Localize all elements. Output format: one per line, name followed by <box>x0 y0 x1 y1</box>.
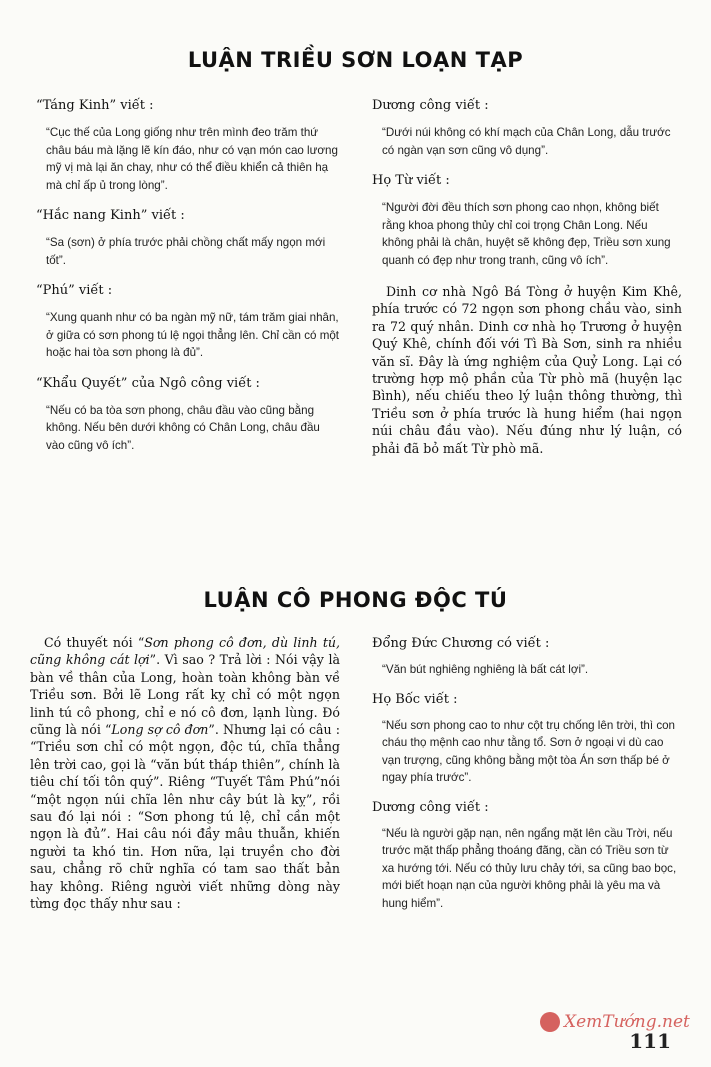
text-run: ”. Vì sao ? Trả lời : Nói vậy là bàn về thân của Long, hoàn toàn không bàn về Triều sơn. Bởi lẽ Long rất kỵ chỉ có một ngọn linh tú cô phong, chỉ e nó cô đơn, lạnh lùng. Đó cũng là nói “ <box>30 652 340 738</box>
text-run: ”. Nhưng lại có câu : “Triều sơn chỉ có một ngọn, độc tú, chĩa thẳng lên trời cao, gọi là “văn bút tháp thiên”, chính là tiêu chí tối tôn quý”. Riêng “Tuyết Tâm Phú”nói “một ngọn núi chĩa lên như cây bút là kỵ”, rồi sau đó lại nói : “Sơn phong tú lệ, chỉ cần một ngọn là đủ”. Hai câu nói đầy mâu thuẫn, khiến người ta khó tin. Hơn nữa, lại truyền cho đời sau, chẳng rõ chữ nghĩa có tam sao thất bản hay không. Riêng người viết những dòng này từng đọc thấy như sau : <box>30 722 340 912</box>
label-tang-kinh: “Táng Kinh” viết : <box>36 98 154 113</box>
section2-title: LUẬN CÔ PHONG ĐỘC TÚ <box>203 588 508 612</box>
quote-dong-duc-chuong: “Văn bút nghiêng nghiêng là bất cát lợi”. <box>382 663 589 676</box>
quote-phu: “Xung quanh như có ba ngàn mỹ nữ, tám trăm giai nhân, ở giữa có sơn phong tú lệ ngọi thẳng lên. Chỉ cần có một hoặc hai tòa sơn phong là đủ”. <box>46 311 340 359</box>
quote-tang-kinh: “Cục thế của Long giống như trên mình đeo trăm thứ châu báu mà lặng lẽ kín đáo, như có vạn món cao lương mỹ vị mà lại ăn chay, như có thể điều khiển cả thiên hạ mà chỉ ấp ủ trong lòng”. <box>46 126 338 192</box>
quote-hac-nang-kinh: “Sa (sơn) ở phía trước phải chồng chất mấy ngọn mới tốt”. <box>46 236 326 267</box>
watermark-text: XemTướng.net <box>564 1012 690 1032</box>
label-duong-cong: Dương công viết : <box>372 98 489 113</box>
quote-khau-quyet: “Nếu có ba tòa sơn phong, châu đầu vào cũng bằng không. Nếu bên dưới không có Chân Long, châu đầu vào cũng vô ích”. <box>46 403 320 452</box>
quote-duong-cong-2: “Nếu là người gặp nạn, nên ngẩng mặt lên cầu Trời, nếu trước mặt thấp phẳng thoáng đãng, cần có Triều sơn từ xa hướng tới. Nếu có thủy lưu chảy tới, sa cũng bao bọc, mới biết hoạn nạn của người không phải là yêu ma và hung hiểm”. <box>382 826 677 910</box>
text-run-italic: Long sợ cô đơn <box>111 722 209 738</box>
label-phu: “Phú” viết : <box>36 283 113 298</box>
section1-left-column <box>36 98 340 454</box>
page-number: 111 <box>629 1029 671 1053</box>
text-run: Có thuyết nói “ <box>44 635 145 650</box>
quote-ho-boc: “Nếu sơn phong cao to như cột trụ chống lên trời, thì con cháu thọ mệnh cao như tằng tổ. Sơn ở ngoại vi dù cao vạn trượng, cũng không bằng một tòa Án sơn thấp bé ở ngay phía trước”. <box>382 718 676 784</box>
paragraph-ngo-ba-tong: Dinh cơ nhà Ngô Bá Tòng ở huyện Kim Khê, phía trước có 72 ngọn sơn phong chầu vào, sinh ra 72 quý nhân. Dinh cơ nhà họ Trương ở huyện Quý Khê, chính đối với Tì Bà Sơn, sinh ra nhiều văn sĩ. Đây là ứng nghiệm của Quỷ Long. Lại có trường hợp mộ phần của Từ phò mã (huyện lạc Bình), nếu chiếu theo lý luận thông thường, thì Triều sơn ở phía trước là hung hiểm (hai ngọn núi châu đầu vào). Nếu đúng như lý luận, có phải đã bỏ mất Từ phò mã. <box>372 284 682 456</box>
quote-ho-tu: “Người đời đều thích sơn phong cao nhọn, không biết rằng khoa phong thủy chỉ coi trọng Chân Long. Nếu không phải là chân, huyệt sẽ không đẹp, Triều sơn xung quanh có đẹp như trong tranh, cũng vô ích”. <box>382 201 671 267</box>
label-dong-duc-chuong: Đổng Đức Chương có viết : <box>372 636 550 651</box>
section2-left-column <box>30 634 340 913</box>
label-khau-quyet: “Khẩu Quyết” của Ngô công viết : <box>36 375 260 391</box>
text-run-italic: Sơn phong cô đơn, dù linh tú, cũng không cát lợi <box>30 635 340 668</box>
label-duong-cong-2: Dương công viết : <box>372 799 489 815</box>
section2-right-column <box>372 636 682 912</box>
label-ho-boc: Họ Bốc viết : <box>372 691 458 707</box>
yin-yang-icon <box>540 1012 560 1032</box>
section1-title: LUẬN TRIỀU SƠN LOẠN TẠP <box>187 48 524 72</box>
section1-right-column <box>372 98 682 457</box>
quote-duong-cong: “Dưới núi không có khí mạch của Chân Long, dẫu trước có ngàn vạn sơn cũng vô dụng”. <box>382 126 671 157</box>
label-ho-tu: Họ Từ viết : <box>372 173 450 188</box>
label-hac-nang-kinh: “Hắc nang Kinh” viết : <box>36 208 185 223</box>
paragraph-co-phong <box>30 634 340 913</box>
